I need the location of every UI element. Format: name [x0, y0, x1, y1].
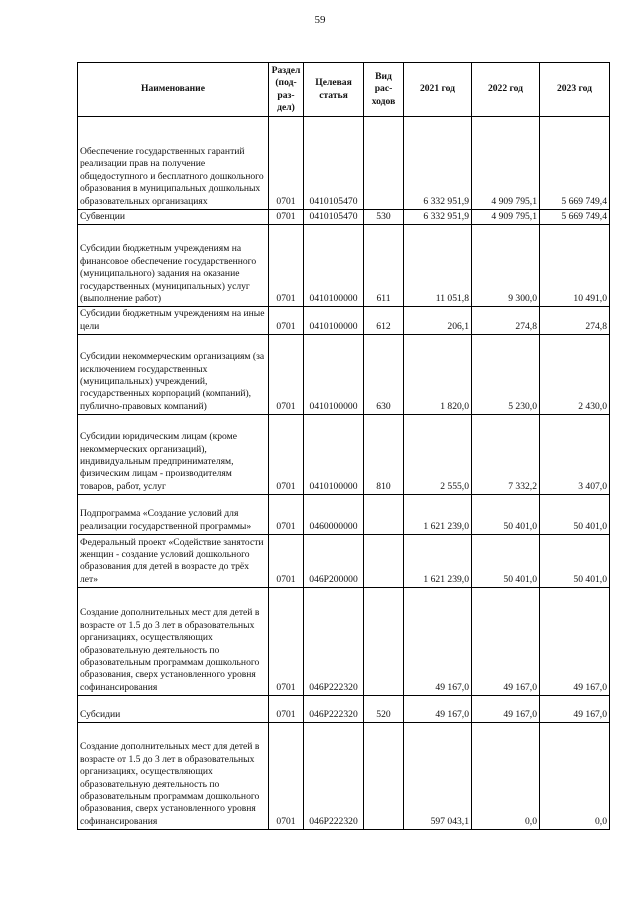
row-expense-type [364, 495, 404, 535]
row-2023: 0,0 [540, 723, 610, 830]
row-target: 0410100000 [304, 307, 364, 335]
row-2022: 4 909 795,1 [472, 210, 540, 225]
page-number: 59 [314, 14, 326, 26]
row-section: 0701 [269, 117, 304, 210]
header-2023: 2023 год [540, 63, 610, 117]
row-2021: 2 555,0 [404, 415, 472, 495]
row-section: 0701 [269, 307, 304, 335]
row-2022: 5 230,0 [472, 335, 540, 415]
budget-table [77, 62, 610, 830]
row-section: 0701 [269, 415, 304, 495]
row-2021: 597 043,1 [404, 723, 472, 830]
row-name: Подпрограмма «Создание условий для реализации государственной программы» [78, 495, 269, 535]
row-section: 0701 [269, 335, 304, 415]
row-name: Субсидии бюджетным учреждениям на финансовое обеспечение государственного (муниципального) задания на оказание государственных (муниципальных) услуг (выполнение работ) [78, 225, 269, 307]
row-section: 0701 [269, 535, 304, 588]
row-name: Субсидии некоммерческим организациям (за исключением государственных (муниципальных) учреждений, государственных корпораций (компаний), публично-правовых компаний) [78, 335, 269, 415]
row-2022: 274,8 [472, 307, 540, 335]
row-2022: 50 401,0 [472, 535, 540, 588]
row-target: 0410100000 [304, 335, 364, 415]
row-2021: 1 621 239,0 [404, 535, 472, 588]
row-2023: 5 669 749,4 [540, 210, 610, 225]
row-2023: 50 401,0 [540, 495, 610, 535]
row-2023: 3 407,0 [540, 415, 610, 495]
row-expense-type [364, 117, 404, 210]
row-2021: 1 621 239,0 [404, 495, 472, 535]
row-name: Субсидии [78, 696, 269, 723]
row-target: 0410100000 [304, 225, 364, 307]
row-target: 046P222320 [304, 723, 364, 830]
row-expense-type [364, 723, 404, 830]
table-row [78, 535, 610, 588]
row-expense-type: 612 [364, 307, 404, 335]
row-2023: 50 401,0 [540, 535, 610, 588]
row-target: 0410105470 [304, 210, 364, 225]
header-target: Целевая статья [304, 63, 364, 117]
table-row [78, 307, 610, 335]
table-row [78, 723, 610, 830]
row-target: 0410100000 [304, 415, 364, 495]
row-section: 0701 [269, 723, 304, 830]
row-target: 046P222320 [304, 696, 364, 723]
row-2021: 206,1 [404, 307, 472, 335]
table-row [78, 588, 610, 696]
header-section: Раздел (под-раз-дел) [269, 63, 304, 117]
row-name: Создание дополнительных мест для детей в возрасте от 1.5 до 3 лет в образовательных организациях, осуществляющих образовательную деятельность по образовательным программам дошкольного образования, сверх установленного уровня софинансирования [78, 723, 269, 830]
row-target: 0410105470 [304, 117, 364, 210]
row-2021: 49 167,0 [404, 696, 472, 723]
row-name: Субвенции [78, 210, 269, 225]
table-row [78, 225, 610, 307]
row-expense-type [364, 535, 404, 588]
row-2022: 49 167,0 [472, 696, 540, 723]
row-2023: 5 669 749,4 [540, 117, 610, 210]
table-row [78, 335, 610, 415]
header-expense-type: Вид рас-ходов [364, 63, 404, 117]
row-target: 046P222320 [304, 588, 364, 696]
row-target: 0460000000 [304, 495, 364, 535]
row-name: Субсидии юридическим лицам (кроме некоммерческих организаций), индивидуальным предпринимателям, физическим лицам - производителям товаров, работ, услуг [78, 415, 269, 495]
header-name: Наименование [78, 63, 269, 117]
row-expense-type: 630 [364, 335, 404, 415]
row-2023: 2 430,0 [540, 335, 610, 415]
row-section: 0701 [269, 225, 304, 307]
row-section: 0701 [269, 696, 304, 723]
table-row [78, 495, 610, 535]
row-expense-type: 520 [364, 696, 404, 723]
row-section: 0701 [269, 588, 304, 696]
row-2023: 10 491,0 [540, 225, 610, 307]
row-2023: 49 167,0 [540, 588, 610, 696]
table-row [78, 210, 610, 225]
row-name: Субсидии бюджетным учреждениям на иные цели [78, 307, 269, 335]
row-2023: 49 167,0 [540, 696, 610, 723]
row-name: Создание дополнительных мест для детей в возрасте от 1.5 до 3 лет в образовательных организациях, осуществляющих образовательную деятельность по образовательным программам дошкольного образования, сверх установленного уровня софинансирования [78, 588, 269, 696]
row-2023: 274,8 [540, 307, 610, 335]
row-2022: 49 167,0 [472, 588, 540, 696]
row-2021: 6 332 951,9 [404, 117, 472, 210]
row-expense-type [364, 588, 404, 696]
table-row [78, 696, 610, 723]
row-2022: 4 909 795,1 [472, 117, 540, 210]
table-row [78, 415, 610, 495]
row-2021: 6 332 951,9 [404, 210, 472, 225]
row-expense-type: 611 [364, 225, 404, 307]
row-target: 046P200000 [304, 535, 364, 588]
row-name: Федеральный проект «Содействие занятости женщин - создание условий дошкольного образования для детей в возрасте до трёх лет» [78, 535, 269, 588]
row-2022: 7 332,2 [472, 415, 540, 495]
row-2022: 9 300,0 [472, 225, 540, 307]
row-section: 0701 [269, 210, 304, 225]
header-2021: 2021 год [404, 63, 472, 117]
row-name: Обеспечение государственных гарантий реализации прав на получение общедоступного и бесплатного дошкольного образования в муниципальных дошкольных образовательных организациях [78, 117, 269, 210]
row-expense-type: 810 [364, 415, 404, 495]
row-2021: 11 051,8 [404, 225, 472, 307]
row-section: 0701 [269, 495, 304, 535]
row-2021: 1 820,0 [404, 335, 472, 415]
row-expense-type: 530 [364, 210, 404, 225]
row-2022: 50 401,0 [472, 495, 540, 535]
table-row [78, 117, 610, 210]
row-2022: 0,0 [472, 723, 540, 830]
table-header-row [78, 63, 610, 117]
row-2021: 49 167,0 [404, 588, 472, 696]
header-2022: 2022 год [472, 63, 540, 117]
